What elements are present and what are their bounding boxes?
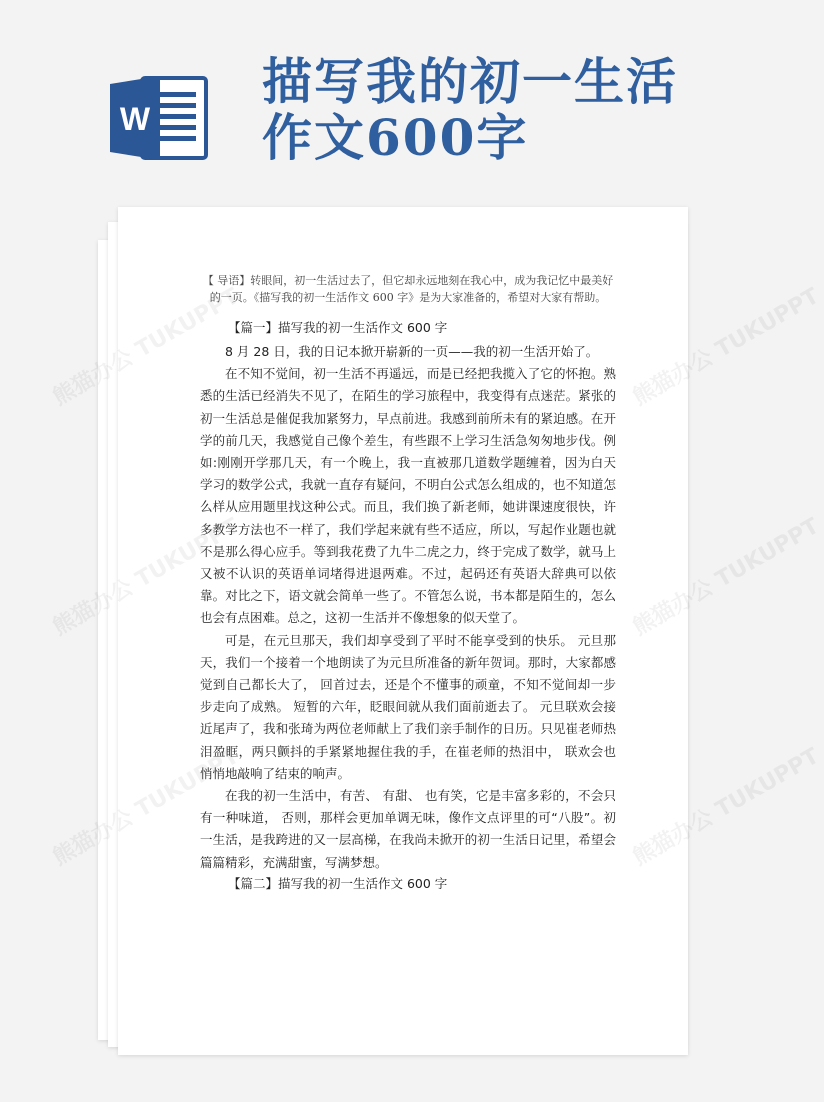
word-icon-letter: W	[119, 101, 151, 137]
watermark: 熊猫办公	[48, 344, 138, 411]
word-document-icon	[108, 72, 212, 164]
watermark: 熊猫办公	[48, 574, 138, 641]
watermark: 熊猫办公 TUKUPPT	[628, 513, 824, 641]
section-title-2: 【篇二】描写我的初一生活作文 600 字	[228, 875, 448, 891]
watermark: 熊猫办公 TUKUPPT	[628, 283, 824, 411]
paragraph: 在不知不觉间，初一生活不再遥远，而是已经把我揽入了它的怀抱。熟悉的生活已经消失不见了，在陌生的学习旅程中，我变得有点迷茫。紧张的初一生活总是催促我加紧努力，早点前进。我感到前所未有的紧迫感。在开学的前几天，我感觉自己像个差生，有些跟不上学习生活急匆匆地步伐。例如:刚刚开学那几天，有一个晚上，我一直被那几道数学题缠着，因为白天学习的数学公式，我就一直存有疑问，不明白公式怎么组成的，也不知道怎么样从应用题里找这种公式。而且，我们换了新老师，她讲课速度很快，许多教学方法也不一样了，我们学起来就有些不适应，所以，写起作业题也就不是那么得心应手。等到我花费了九牛二虎之力，终于完成了数学，就马上又被不认识的英语单词堵得进退两难。不过，起码还有英语大辞典可以依靠。对比之下，语文就会简单一些了。不管怎么说，书本都是陌生的，怎么也会有点困难。总之，这初一生活并不像想象的似天堂了。	[200, 366, 616, 626]
page-title-line-2: 作文600字	[262, 108, 529, 167]
header	[0, 0, 780, 200]
watermark: 熊猫办公	[48, 804, 138, 871]
intro-text: 【 导语】转眼间，初一生活过去了，但它却永远地刻在我心中，成为我记忆中最美好的一页。《描写我的初一生活作文 600 字》是为大家准备的，希望对大家有帮助。	[202, 274, 614, 304]
paragraph: 8 月 28 日，我的日记本掀开崭新的一页——我的初一生活开始了。	[225, 344, 599, 359]
section-title-1: 【篇一】描写我的初一生活作文 600 字	[228, 320, 448, 335]
paragraph: 可是，在元旦那天，我们却享受到了平时不能享受到的快乐。 元旦那天，我们一个接着一个地朗读了为元旦所准备的新年贺词。那时，大家都感觉到自己都长大了， 回首过去，还是个不懂事的顽童，不知不觉间却一步步走向了成熟。 短暂的六年，眨眼间就从我们面前逝去了。 元旦联欢会接近尾声了，我和张琦为两位老师献上了我们亲手制作的日历。只见崔老师热泪盈眶，两只颤抖的手紧紧地握住我的手，在崔老师的热泪中， 联欢会也悄悄地敲响了结束的响声。	[200, 632, 616, 781]
paragraph: 在我的初一生活中，有苦、 有甜、 也有笑，它是丰富多彩的，不会只有一种味道， 否则，那样会更加单调无味，像作文点评里的可“八股”。初一生活，是我跨进的又一层高梯，在我尚未掀开的初一生活日记里，希望会篇篇精彩，充满甜蜜，写满梦想。	[200, 788, 616, 870]
watermark: 熊猫办公 TUKUPPT	[628, 743, 824, 871]
page-title-line-1: 描写我的初一生活	[262, 52, 678, 111]
document-body	[200, 272, 616, 897]
